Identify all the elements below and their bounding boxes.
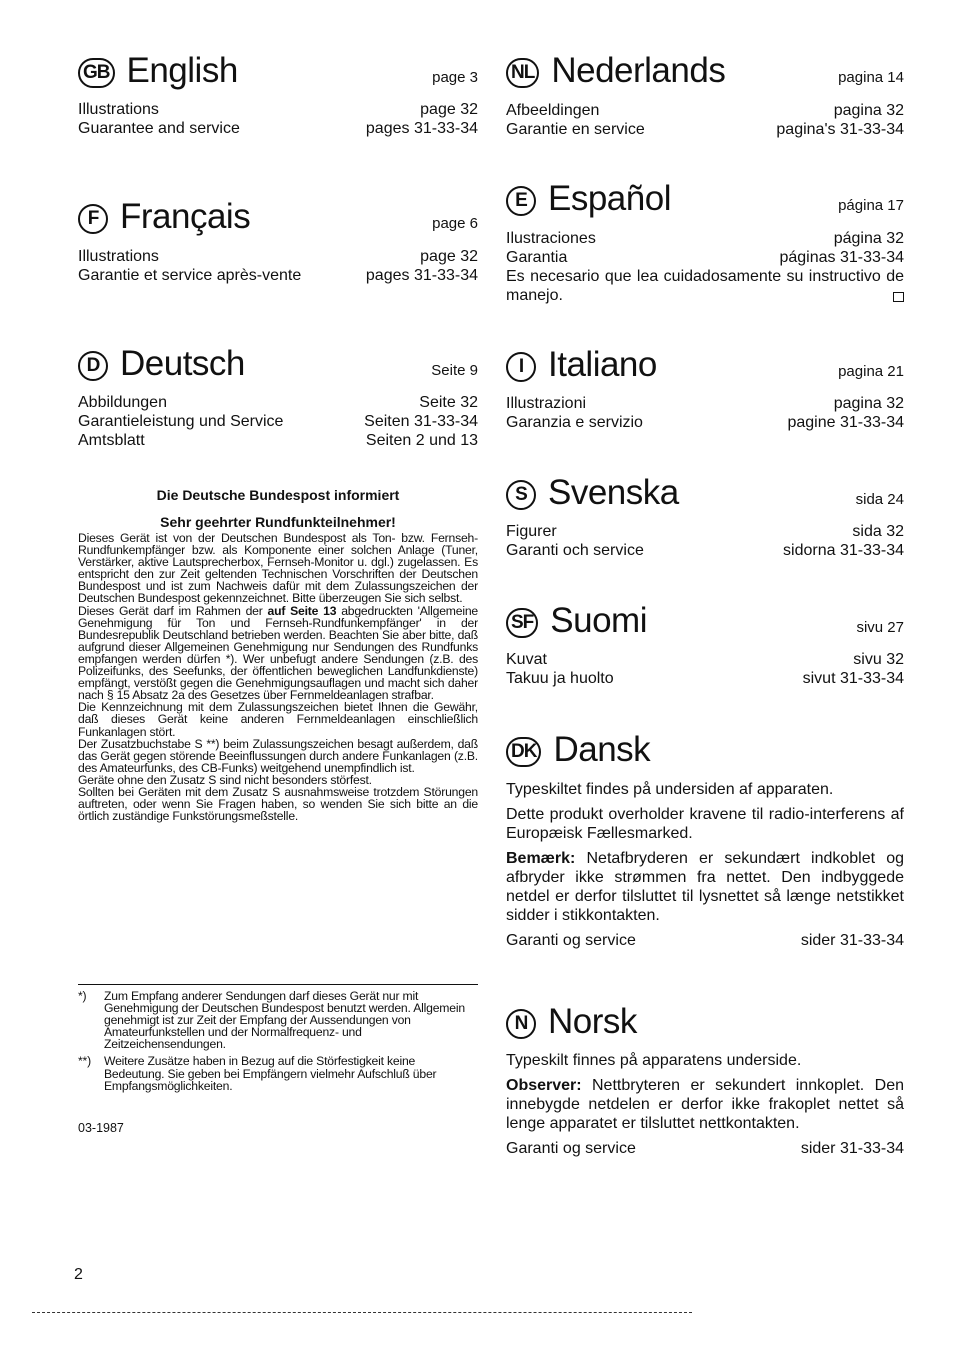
notice-paragraph: Geräte ohne den Zusatz S sind nicht besonders störfest. xyxy=(78,772,372,787)
paragraph: Dette produkt overholder kravene til radio-interferens af Europæisk Fællesmarked. xyxy=(506,806,904,842)
toc-row: Afbeeldingen pagina 32 xyxy=(506,102,904,119)
country-badge-e: E xyxy=(506,186,536,216)
toc-row: Illustrations page 32 xyxy=(78,248,478,265)
toc-row: Illustrations page 32 xyxy=(78,101,478,118)
toc-row: Kuvat sivu 32 xyxy=(506,651,904,668)
document-code: 03-1987 xyxy=(78,1121,124,1135)
language-page: pagina 21 xyxy=(838,363,904,380)
language-title: Dansk xyxy=(553,730,651,769)
language-page: página 17 xyxy=(838,197,904,214)
section-italiano xyxy=(506,338,904,432)
language-page: sida 24 xyxy=(855,491,904,508)
toc-row: Figurer sida 32 xyxy=(506,523,904,540)
printer-mark-icon xyxy=(893,292,904,302)
section-english xyxy=(78,44,478,138)
toc-row: Garanzia e servizio pagine 31-33-34 xyxy=(506,414,904,431)
language-title: Suomi xyxy=(550,601,647,640)
section-dansk xyxy=(506,723,904,950)
language-page: pagina 14 xyxy=(838,69,904,86)
language-page: page 6 xyxy=(432,215,478,232)
toc-row: Garanti och service sidorna 31-33-34 xyxy=(506,542,904,559)
toc-row: Garanti og service sider 31-33-34 xyxy=(506,1140,904,1157)
notice-paragraph: Der Zusatzbuchstabe S **) beim Zulassungszeichen besagt außerdem, daß das Gerät gegen störende Beeinflussungen durch andere Funkanlagen (z.B. des Amateurfunks, des CB-Funks) weitgehend unempfindlich ist. xyxy=(78,736,478,775)
country-badge-dk: DK xyxy=(506,737,541,767)
toc-row: Garantieleistung und Service Seiten 31-33-34 xyxy=(78,413,478,430)
paragraph: Observer: Nettbryteren er sekundert innkoplet. Den innebygde netdelen er derfor ikke frakoplet nettet så lenge apparatet er tilsluttet nettkontakten. xyxy=(506,1077,904,1132)
toc-row: Abbildungen Seite 32 xyxy=(78,394,478,411)
bundespost-notice xyxy=(78,487,478,822)
language-title: Nederlands xyxy=(551,51,726,90)
section-norsk xyxy=(506,995,904,1158)
notice-paragraph: Die Kennzeichnung mit dem Zulassungszeichen bietet Ihnen die Gewähr, daß dieses Gerät keine anderen Fernmeldeanlagen einschließlich Funkanlagen stört. xyxy=(78,700,478,739)
language-title: Español xyxy=(548,179,671,218)
paragraph: Bemærk: Netafbryderen er sekundært indkoblet og afbryder ikke strømmen fra nettet. Den indbyggede netdel er derfor tilsluttet til lysnettet så længe netstikket sidder i stikkontakten. xyxy=(506,850,904,924)
country-badge-f: F xyxy=(78,204,108,234)
country-badge-n: N xyxy=(506,1009,536,1039)
language-title: Français xyxy=(120,197,251,236)
language-title: Svenska xyxy=(548,473,679,512)
toc-row: Illustrazioni pagina 32 xyxy=(506,395,904,412)
country-badge-d: D xyxy=(78,351,108,381)
language-title: Norsk xyxy=(548,1002,637,1041)
language-title: English xyxy=(126,51,238,90)
toc-row: Garantia páginas 31-33-34 xyxy=(506,249,904,266)
notice-paragraph: Dieses Gerät ist von der Deutschen Bundespost als Ton- bzw. Fernseh-Rundfunkempfänger bzw. als Komponente einer solchen Anlage (Tuner, Verstärker, aktive Lautsprecherbox, Fernseh-Monitor u. dgl.) zugelassen. Es entspricht den zur Zeit geltenden Technischen Vorschriften der Deutschen Bundespost und ist zum Nachweis dafür mit dem Zulassungszeichen der Deutschen Bundespost gekennzeichnet. Bitte überzeugen Sie sich selbst. xyxy=(78,531,478,606)
notice-subtitle: Sehr geehrter Rundfunkteilnehmer! xyxy=(160,514,396,530)
toc-row: Ilustraciones página 32 xyxy=(506,230,904,247)
section-espanol xyxy=(506,172,904,305)
country-badge-i: I xyxy=(506,352,536,382)
section-suomi xyxy=(506,594,904,688)
page-number: 2 xyxy=(74,1266,83,1283)
section-nederlands xyxy=(506,44,904,139)
notice-title: Die Deutsche Bundespost informiert xyxy=(156,487,400,503)
toc-row: Takuu ja huolto sivut 31-33-34 xyxy=(506,670,904,687)
notice-paragraph: Dieses Gerät darf im Rahmen der auf Seite 13 abgedruckten 'Allgemeine Genehmigung für Ton und Fernseh-Rundfunkempfänger' in der Bundesrepublik Deutschland betrieben werden. Beachten Sie aber bitte, daß aufgrund dieser Allgemeinen Genehmigung nur Sendungen des Rundfunks empfangen werden dürfen *). Wer unbefugt andere Sendungen (z.B. des Polizeifunks, des Seefunks, der öffentlichen beweglichen Landfunkdienste) empfängt, verstößt gegen die Genehmigungsauflagen und macht sich daher nach § 15 Absatz 2a des Gesetzes über Fernmeldeanlagen strafbar. xyxy=(78,603,478,703)
footnote: **) Weitere Zusätze haben in Bezug auf die Störfestigkeit keine Bedeutung. Sie geben bei Empfängern vielmehr Aufschluß über Empfangsmöglichkeiten. xyxy=(78,1054,437,1093)
language-page: page 3 xyxy=(432,69,478,86)
language-page: Seite 9 xyxy=(431,362,478,379)
footnote: *) Zum Empfang anderer Sendungen darf dieses Gerät nur mit Genehmigung der Deutschen Bundespost benutzt werden. Allgemein genehmigt ist zur Zeit der Empfang der Aussendungen von Amateurfunkstellen und der Normalfrequenz- und Zeitzeichensendungen. xyxy=(78,989,465,1052)
scan-artifact-line xyxy=(32,1312,692,1313)
spanish-note: Es necesario que lea cuidadosamente su instructivo de manejo. xyxy=(506,268,904,304)
language-title: Italiano xyxy=(548,345,657,384)
footnotes xyxy=(78,990,478,1092)
section-deutsch xyxy=(78,337,478,450)
language-title: Deutsch xyxy=(120,344,245,383)
toc-row: Garanti og service sider 31-33-34 xyxy=(506,932,904,949)
section-svenska xyxy=(506,466,904,560)
paragraph: Typeskiltet findes på undersiden af apparaten. xyxy=(506,781,834,798)
language-page: sivu 27 xyxy=(856,619,904,636)
toc-row: Garantie en service pagina's 31-33-34 xyxy=(506,121,904,138)
toc-row: Guarantee and service pages 31-33-34 xyxy=(78,120,478,137)
section-francais xyxy=(78,190,478,285)
toc-row: Garantie et service après-vente pages 31-33-34 xyxy=(78,267,478,284)
toc-row: Amtsblatt Seiten 2 und 13 xyxy=(78,432,478,449)
country-badge-nl: NL xyxy=(506,58,539,88)
country-badge-s: S xyxy=(506,480,536,510)
footnote-divider xyxy=(78,984,478,985)
paragraph: Typeskilt finnes på apparatens underside. xyxy=(506,1052,802,1069)
country-badge-gb: GB xyxy=(78,58,115,88)
country-badge-sf: SF xyxy=(506,608,538,638)
notice-paragraph: Sollten bei Geräten mit dem Zusatz S ausnahmsweise trotzdem Störungen auftreten, oder wenn Sie Fragen haben, so wenden Sie sich bitte an die örtlich zuständige Funkstörungsmeßstelle. xyxy=(78,784,478,824)
